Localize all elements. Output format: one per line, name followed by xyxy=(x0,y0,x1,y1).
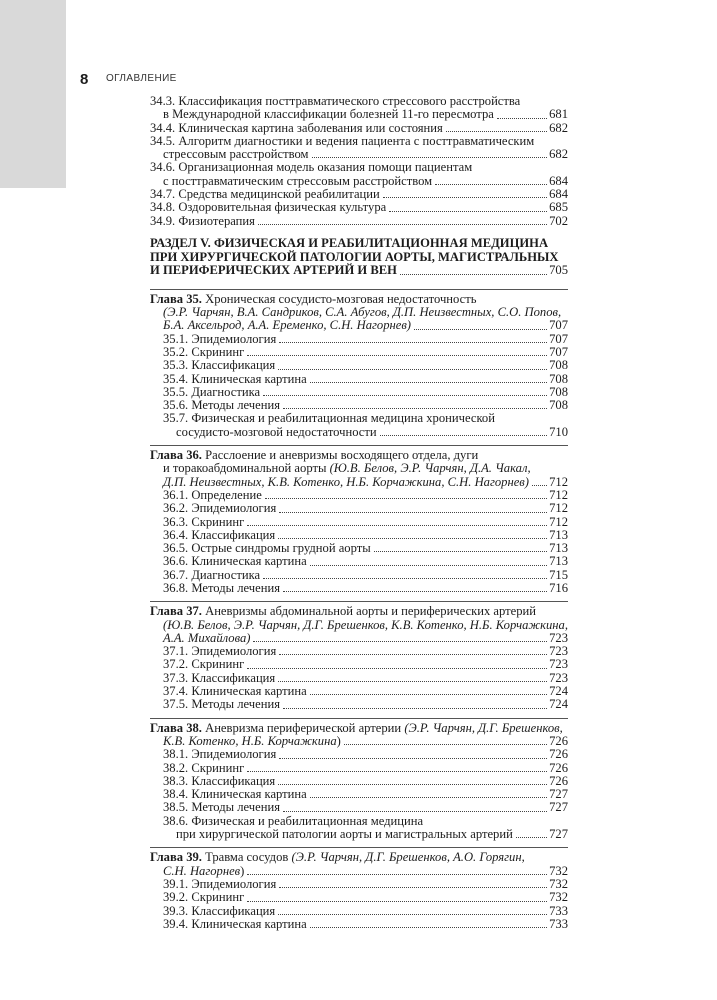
subsection-entry xyxy=(150,489,568,502)
table-of-contents xyxy=(150,95,568,931)
toc-entry[interactable] xyxy=(150,188,568,201)
subsection-page: 723 xyxy=(549,657,568,672)
subsection-entry xyxy=(150,386,568,399)
chapter-page: 712 xyxy=(549,474,568,489)
subsection[interactable] xyxy=(163,426,568,439)
dot-leader xyxy=(389,211,547,212)
subsection-page: 708 xyxy=(549,371,568,386)
chapter-title-line xyxy=(150,293,568,306)
subsection-entry xyxy=(150,645,568,658)
dot-leader xyxy=(278,914,547,915)
subsection[interactable] xyxy=(163,529,568,542)
section-line: РАЗДЕЛ V. ФИЗИЧЕСКАЯ И РЕАБИЛИТАЦИОННАЯ МЕДИЦИНА xyxy=(150,235,549,250)
subsection-title: 37.5. Методы лечения xyxy=(163,697,281,712)
subsection-page: 727 xyxy=(549,800,568,815)
subsection-entry xyxy=(150,516,568,529)
subsection-title: 37.4. Клиническая картина xyxy=(163,684,307,699)
subsection-page: 710 xyxy=(549,424,568,439)
subsection-page: 733 xyxy=(549,916,568,931)
subsection[interactable] xyxy=(163,359,568,372)
subsection-title: 35.3. Классификация xyxy=(163,358,276,373)
chapter-last-line xyxy=(150,632,568,645)
dot-leader xyxy=(446,131,547,132)
chapter-page: 726 xyxy=(549,733,568,748)
subsection-entry xyxy=(150,748,568,761)
subsection-page: 727 xyxy=(549,787,568,802)
subsection[interactable] xyxy=(163,569,568,582)
subsection-page: 713 xyxy=(549,541,568,556)
chapter-title: Расслоение и аневризмы восходящего отдела, дуги xyxy=(201,448,479,463)
chapter-authors: Б.А. Аксельрод, А.А. Еременко, С.Н. Нагорнев) xyxy=(163,318,411,333)
chapter-page: 723 xyxy=(549,630,568,645)
chapter-title-line xyxy=(150,449,568,462)
toc-entry-title: с посттравматическим стрессовым расстройством xyxy=(163,173,433,188)
subsection-entry xyxy=(150,775,568,788)
subsection[interactable] xyxy=(163,399,568,412)
dot-leader xyxy=(344,744,547,745)
subsection-entry xyxy=(150,762,568,775)
chapter-title-cont: и торакоабдоминальной аорты (Ю.В. Белов, Э.Р. Чарчян, Д.А. Чакал, xyxy=(163,461,531,476)
chapter-authors: А.А. Михайлова) xyxy=(163,630,251,645)
toc-entry-page: 702 xyxy=(549,213,568,228)
chapter-authors: (Ю.В. Белов, Э.Р. Чарчян, Д.А. Чакал, xyxy=(329,461,531,476)
dot-leader xyxy=(283,811,547,812)
chapter-last-line: К.В. Котенко, Н.Б. Корчажкина) 726 xyxy=(163,733,568,748)
subsection[interactable] xyxy=(163,788,568,801)
chapter-last-line: С.Н. Нагорнев) 732 xyxy=(163,863,568,878)
subsection-title: 39.1. Эпидемиология xyxy=(163,876,277,891)
dot-leader xyxy=(247,901,547,902)
chapter-label: Глава 36. xyxy=(150,448,202,463)
subsection[interactable] xyxy=(163,748,568,761)
subsection-title: 38.3. Классификация xyxy=(163,773,276,788)
chapter-label: Глава 39. xyxy=(150,850,202,865)
subsection[interactable] xyxy=(163,878,568,891)
chapter-last-line xyxy=(150,476,568,489)
subsection-title: 37.1. Эпидемиология xyxy=(163,644,277,659)
section-last-line xyxy=(150,264,568,278)
subsection-entry xyxy=(150,658,568,671)
subsection-title: 39.2. Скрининг xyxy=(163,890,245,905)
subsection-title: 37.2. Скрининг xyxy=(163,657,245,672)
toc-entry-page: 685 xyxy=(549,200,568,215)
dot-leader xyxy=(279,887,547,888)
dot-leader xyxy=(279,512,547,513)
chapter-authors: (Э.Р. Чарчян, В.А. Сандриков, С.А. Абугов, Д.П. Неизвестных, С.О. Попов, xyxy=(163,305,562,320)
dot-leader xyxy=(247,874,547,875)
subsection[interactable] xyxy=(163,542,568,555)
subsection-page: 712 xyxy=(549,501,568,516)
subsection-entry xyxy=(150,918,568,931)
subsection-entry xyxy=(150,502,568,515)
toc-entry-page: 682 xyxy=(549,147,568,162)
subsection-title: 35.1. Эпидемиология xyxy=(163,331,277,346)
toc-entry xyxy=(150,161,568,188)
toc-entry[interactable] xyxy=(150,148,568,161)
subsection-page: 724 xyxy=(549,684,568,699)
subsection[interactable] xyxy=(163,333,568,346)
subsection-title: 36.4. Классификация xyxy=(163,527,276,542)
subsection-title: 38.4. Клиническая картина xyxy=(163,787,307,802)
toc-entry-title: 34.8. Оздоровительная физическая культура xyxy=(150,200,387,215)
subsection-list xyxy=(150,489,568,595)
subsection-page: 707 xyxy=(549,344,568,359)
subsection-title: 36.1. Определение xyxy=(163,487,262,502)
dot-leader xyxy=(279,654,547,655)
subsection-entry xyxy=(150,555,568,568)
subsection[interactable] xyxy=(163,698,568,711)
subsection[interactable] xyxy=(163,373,568,386)
subsection-title: 38.1. Эпидемиология xyxy=(163,747,277,762)
toc-entry xyxy=(150,215,568,228)
toc-entry[interactable] xyxy=(150,215,568,228)
subsection-entry xyxy=(150,905,568,918)
subsection[interactable] xyxy=(163,555,568,568)
subsection-entry xyxy=(150,582,568,595)
dot-leader xyxy=(383,197,547,198)
subsection-page: 726 xyxy=(549,747,568,762)
subsection-page: 716 xyxy=(549,580,568,595)
section-line: И ПЕРИФЕРИЧЕСКИХ АРТЕРИЙ И ВЕН xyxy=(150,263,397,278)
toc-entry-title: в Международной классификации болезней 11-го пересмотра xyxy=(163,107,494,122)
subsection-list xyxy=(150,333,568,439)
subsection-title: 35.2. Скрининг xyxy=(163,344,245,359)
subsection-page: 708 xyxy=(549,384,568,399)
subsection[interactable] xyxy=(163,672,568,685)
subsection-list xyxy=(150,645,568,711)
dot-leader xyxy=(278,681,547,682)
subsection-entry xyxy=(150,672,568,685)
chapter-title-line xyxy=(150,722,568,735)
dot-leader xyxy=(283,591,547,592)
toc-entry-title: 34.4. Клиническая картина заболевания или состояния xyxy=(150,120,443,135)
subsection[interactable] xyxy=(163,762,568,775)
chapter-title-line xyxy=(150,605,568,618)
dot-leader xyxy=(279,758,547,759)
dot-leader xyxy=(516,837,547,838)
subsection-title: 39.3. Классификация xyxy=(163,903,276,918)
toc-entry-line: 34.5. Алгоритм диагностики и ведения пациента с посттравматическим xyxy=(150,133,535,148)
subsection-title: 36.3. Скрининг xyxy=(163,514,245,529)
section-line: ПРИ ХИРУРГИЧЕСКОЙ ПАТОЛОГИИ АОРТЫ, МАГИСТРАЛЬНЫХ xyxy=(150,249,559,264)
subsection-entry xyxy=(150,529,568,542)
toc-entry xyxy=(150,135,568,162)
subsection[interactable] xyxy=(163,582,568,595)
subsection-entry xyxy=(150,788,568,801)
chapter-last-line xyxy=(150,319,568,332)
subsection-page: 732 xyxy=(549,876,568,891)
dot-leader xyxy=(310,927,547,928)
subsection[interactable] xyxy=(163,502,568,515)
subsection-entry xyxy=(150,569,568,582)
subsection-title: 35.6. Методы лечения xyxy=(163,398,281,413)
subsection[interactable] xyxy=(163,489,568,502)
subsection-entry xyxy=(150,359,568,372)
dot-leader xyxy=(247,525,547,526)
dot-leader xyxy=(263,395,547,396)
subsection-page: 732 xyxy=(549,890,568,905)
dot-leader xyxy=(278,784,547,785)
chapter-title: Аневризмы абдоминальной аорты и периферических артерий xyxy=(201,604,537,619)
toc-entry xyxy=(150,122,568,135)
subsection-entry xyxy=(150,698,568,711)
subsection-entry xyxy=(150,815,568,842)
dot-leader xyxy=(278,369,547,370)
toc-entry-page: 682 xyxy=(549,120,568,135)
subsection[interactable] xyxy=(163,891,568,904)
subsection-entry xyxy=(150,399,568,412)
toc-entry xyxy=(150,201,568,214)
chapter-label: Глава 38. xyxy=(150,720,202,735)
toc-entry-line: 34.3. Классификация посттравматического стрессового расстройства xyxy=(150,94,521,108)
dot-leader xyxy=(414,329,547,330)
dot-leader xyxy=(283,408,547,409)
subsection[interactable] xyxy=(163,386,568,399)
chapter-title: Аневризма периферической артерии xyxy=(201,720,405,735)
dot-leader xyxy=(310,797,547,798)
toc-entry[interactable] xyxy=(150,201,568,214)
chapter-37[interactable] xyxy=(150,601,568,711)
subsection-page: 733 xyxy=(549,903,568,918)
chapter-page: 732 xyxy=(549,863,568,878)
subsection-title: при хирургической патологии аорты и магистральных артерий xyxy=(176,827,513,842)
toc-entry-title: стрессовым расстройством xyxy=(163,147,309,162)
section-heading[interactable] xyxy=(150,237,568,283)
subsection-page: 708 xyxy=(549,358,568,373)
subsection-page: 712 xyxy=(549,514,568,529)
chapter-35[interactable] xyxy=(150,289,568,439)
chapter-authors: Д.П. Неизвестных, К.В. Котенко, Н.Б. Корчажкина, С.Н. Нагорнев) xyxy=(163,474,529,489)
subsection[interactable] xyxy=(163,905,568,918)
subsection-entry xyxy=(150,333,568,346)
subsection-page: 708 xyxy=(549,398,568,413)
dot-leader xyxy=(400,274,547,275)
dot-leader xyxy=(310,382,547,383)
subsection-page: 712 xyxy=(549,487,568,502)
subsection-page: 726 xyxy=(549,773,568,788)
dot-leader xyxy=(279,342,547,343)
subsection-page: 723 xyxy=(549,670,568,685)
chapter-label: Глава 37. xyxy=(150,604,202,619)
dot-leader xyxy=(247,771,547,772)
subsection-list xyxy=(150,748,568,841)
subsection-entry xyxy=(150,878,568,891)
toc-entry xyxy=(150,188,568,201)
subsection-title: 36.8. Методы лечения xyxy=(163,580,281,595)
subsection[interactable] xyxy=(163,918,568,931)
subsection-title: 36.6. Клиническая картина xyxy=(163,554,307,569)
subsection-title: 36.5. Острые синдромы грудной аорты xyxy=(163,541,371,556)
chapter-authors: С.Н. Нагорнев xyxy=(163,863,241,878)
subsection[interactable] xyxy=(163,828,568,841)
chapter-title: Хроническая сосудисто-мозговая недостаточность xyxy=(201,291,477,306)
continued-entries xyxy=(150,95,568,228)
toc-entry-title: 34.7. Средства медицинской реабилитации xyxy=(150,187,380,202)
chapter-title: Травма сосудов xyxy=(201,850,292,865)
page-edge-tab xyxy=(0,0,66,188)
dot-leader xyxy=(258,224,547,225)
dot-leader xyxy=(263,578,547,579)
dot-leader xyxy=(374,551,547,552)
dot-leader xyxy=(312,157,548,158)
page-number: 8 xyxy=(80,71,89,88)
dot-leader xyxy=(253,641,547,642)
dot-leader xyxy=(435,184,547,185)
subsection-page: 726 xyxy=(549,760,568,775)
toc-entry-line: 34.6. Организационная модель оказания помощи пациентам xyxy=(150,160,473,175)
subsection-page: 723 xyxy=(549,644,568,659)
toc-entry xyxy=(150,95,568,122)
dot-leader xyxy=(278,538,547,539)
subsection[interactable] xyxy=(163,516,568,529)
toc-entry[interactable] xyxy=(150,108,568,121)
subsection-title: 38.5. Методы лечения xyxy=(163,800,281,815)
subsection-entry xyxy=(150,891,568,904)
subsection[interactable] xyxy=(163,685,568,698)
subsection-title: 39.4. Клиническая картина xyxy=(163,916,307,931)
toc-entry-title: 34.9. Физиотерапия xyxy=(150,213,255,228)
subsection-page: 713 xyxy=(549,527,568,542)
subsection-entry xyxy=(150,412,568,439)
toc-entry[interactable] xyxy=(150,175,568,188)
chapter-label: Глава 35. xyxy=(150,291,202,306)
toc-entry[interactable] xyxy=(150,122,568,135)
chapter-38[interactable] xyxy=(150,718,568,842)
chapter-authors: К.В. Котенко, Н.Б. Корчажкина xyxy=(163,733,337,748)
subsection-page: 727 xyxy=(549,827,568,842)
dot-leader xyxy=(532,485,547,486)
subsection-title: 36.2. Эпидемиология xyxy=(163,501,277,516)
subsection-title: 38.2. Скрининг xyxy=(163,760,245,775)
subsection-page: 713 xyxy=(549,554,568,569)
chapter-36[interactable] xyxy=(150,445,568,595)
subsection[interactable] xyxy=(163,775,568,788)
chapter-title-line xyxy=(150,851,568,864)
subsection-page: 724 xyxy=(549,697,568,712)
subsection-title: 36.7. Диагностика xyxy=(163,567,261,582)
subsection[interactable] xyxy=(163,658,568,671)
subsection-title: 35.4. Клиническая картина xyxy=(163,371,307,386)
subsection-entry xyxy=(150,346,568,359)
running-title: ОГЛАВЛЕНИЕ xyxy=(106,73,177,84)
dot-leader xyxy=(497,118,547,119)
dot-leader xyxy=(265,498,547,499)
subsection-line: 38.6. Физическая и реабилитационная медицина xyxy=(163,813,424,828)
subsection[interactable] xyxy=(163,801,568,814)
subsection[interactable] xyxy=(163,346,568,359)
dot-leader xyxy=(310,565,547,566)
subsection-title: сосудисто-мозговой недостаточности xyxy=(176,424,377,439)
subsection[interactable] xyxy=(163,645,568,658)
subsection-entry xyxy=(150,373,568,386)
chapter-authors: (Ю.В. Белов, Э.Р. Чарчян, Д.Г. Брешенков, К.В. Котенко, Н.Б. Корчажкина, xyxy=(163,617,568,632)
chapter-39[interactable] xyxy=(150,847,568,931)
subsection-title: 35.5. Диагностика xyxy=(163,384,261,399)
dot-leader xyxy=(247,355,547,356)
chapter-authors: (Э.Р. Чарчян, Д.Г. Брешенков, А.О. Горягин, xyxy=(291,850,525,865)
chapter-authors: (Э.Р. Чарчян, Д.Г. Брешенков, xyxy=(404,720,563,735)
subsection-page: 707 xyxy=(549,331,568,346)
toc-entry-page: 684 xyxy=(549,187,568,202)
subsection-line: 35.7. Физическая и реабилитационная медицина хронической xyxy=(163,411,495,426)
toc-entry-page: 684 xyxy=(549,173,568,188)
dot-leader xyxy=(247,668,547,669)
subsection-entry xyxy=(150,801,568,814)
subsection-entry xyxy=(150,542,568,555)
subsection-list xyxy=(150,878,568,931)
subsection-entry xyxy=(150,685,568,698)
toc-entry-page: 681 xyxy=(549,107,568,122)
dot-leader xyxy=(310,694,547,695)
section-page: 705 xyxy=(549,263,568,278)
chapter-page: 707 xyxy=(549,318,568,333)
subsection-page: 715 xyxy=(549,567,568,582)
dot-leader xyxy=(283,708,547,709)
subsection-title: 37.3. Классификация xyxy=(163,670,276,685)
dot-leader xyxy=(380,435,547,436)
